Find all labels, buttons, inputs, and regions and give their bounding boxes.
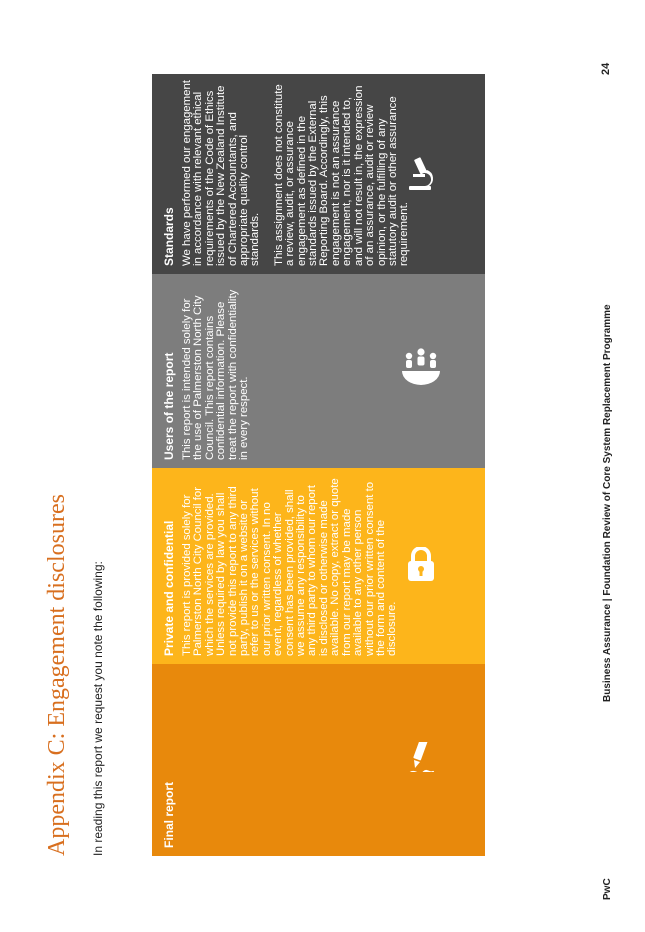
panel-paragraph: We have performed our engagement in accordance with relevant ethical requirements of the Code of Ethics issued by the New Zealand Institute of Chartered Accountants, and appropriate quality control standards. <box>181 80 262 266</box>
pen-signature-icon <box>397 742 443 772</box>
panel-title: Users of the report <box>162 352 176 460</box>
panel-title: Private and confidential <box>162 520 176 656</box>
page-number: 24 <box>600 62 612 75</box>
footer-report-title: Business Assurance | Foundation Review of Core System Replacement Programme <box>602 304 613 702</box>
panel-standards <box>152 74 485 274</box>
panel-final-report <box>152 664 485 856</box>
disclosure-panels <box>152 74 485 856</box>
panel-paragraph: This report is provided solely for Palmerston North City Council for which the services are provided. Unless required by law you shall not provide this report to any third party, publish it on a website or refer to us or the services without our prior written consent. In no event, regardless of whether consent has been provided, shall we assume any responsibility to any third party to whom our report is disclosed or otherwise made available. No copy, extract or quote from our report may be made available to any other person without our prior written consent to the form and content of the disclosure. <box>181 478 399 656</box>
microscope-icon <box>402 157 438 191</box>
padlock-icon <box>402 547 440 581</box>
footer-brand: PwC <box>602 878 613 900</box>
panel-title: Standards <box>162 207 176 266</box>
panel-users-of-report <box>152 274 485 468</box>
panel-title: Final report <box>162 781 176 848</box>
intro-text: In reading this report we request you note the following: <box>91 561 105 856</box>
panel-private-confidential <box>152 468 485 664</box>
panel-paragraph: This assignment does not constitute a review, audit, or assurance engagement as defined in the standards issued by the External Reporting Board. Accordingly, this engagement is not an assurance engagement, nor is it intended to, and will not result in, the expression of an assurance, audit or review opinion, or the fulfilling of any statutory audit or other assurance requirement. <box>272 84 411 266</box>
panel-paragraph: This report is intended solely for the use of Palmerston North City Council. This report contains confidential information. Please treat the report with confidentiality in every respect. <box>181 289 251 460</box>
page-title: Appendix C: Engagement disclosures <box>44 494 70 856</box>
users-group-icon <box>399 344 443 386</box>
